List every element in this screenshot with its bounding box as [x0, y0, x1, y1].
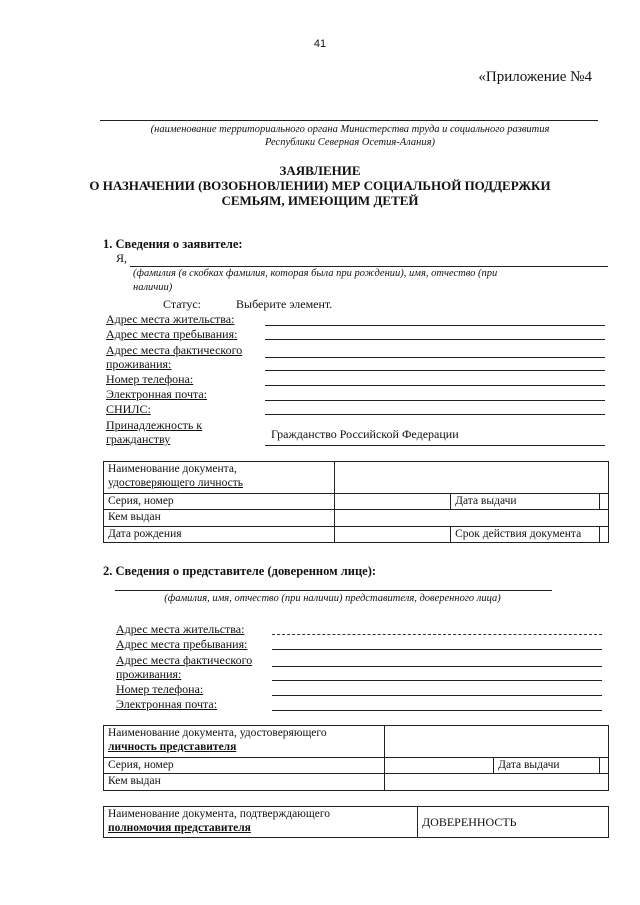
residence-label: Адрес места жительства:	[106, 312, 235, 326]
doc-name-cell: Наименование документа, удостоверяющего личность	[104, 462, 335, 494]
status-select[interactable]: Выберите элемент.	[236, 297, 333, 311]
applicant-ya: Я,	[116, 251, 128, 265]
issue-date-value[interactable]	[600, 494, 609, 510]
rep-stay-field[interactable]	[272, 649, 602, 650]
authority-doc-table	[103, 806, 609, 838]
validity-cell: Срок действия документа	[451, 527, 600, 543]
authority-doc-value[interactable]: ДОВЕРЕННОСТЬ	[418, 807, 609, 838]
rep-issue-date-cell: Дата выдачи	[494, 758, 600, 774]
actual-address-field-2[interactable]	[265, 370, 605, 371]
rep-email-label: Электронная почта:	[116, 697, 218, 711]
rep-stay-label: Адрес места пребывания:	[116, 637, 248, 651]
authority-line[interactable]	[100, 120, 598, 121]
phone-label: Номер телефона:	[106, 372, 194, 386]
applicant-name-caption: (фамилия (в скобках фамилия, которая была при рождении), имя, отчество (при наличии)	[133, 268, 498, 293]
snils-field[interactable]	[265, 414, 605, 415]
rep-residence-field[interactable]	[272, 634, 602, 635]
issue-date-cell: Дата выдачи	[451, 494, 600, 510]
rep-doc-name-cell: Наименование документа, удостоверяющего личность представителя	[104, 726, 385, 758]
stay-field[interactable]	[265, 339, 605, 340]
series-cell: Серия, номер	[104, 494, 335, 510]
appendix-label: «Приложение №4	[478, 69, 592, 85]
authority-doc-name-cell: Наименование документа, подтверждающего полномочия представителя	[104, 807, 418, 838]
email-label: Электронная почта:	[106, 387, 208, 401]
snils-label: СНИЛС:	[106, 402, 151, 416]
representative-name-caption: (фамилия, имя, отчество (при наличии) представителя, доверенного лица)	[164, 593, 501, 604]
validity-value[interactable]	[600, 527, 609, 543]
section1-heading: 1. Сведения о заявителе:	[103, 237, 243, 251]
rep-actual-address-field-2[interactable]	[272, 680, 602, 681]
rep-issued-by-cell: Кем выдан	[104, 774, 385, 791]
rep-series-cell: Серия, номер	[104, 758, 385, 774]
doc-name-value[interactable]	[334, 462, 608, 494]
rep-doc-name-value[interactable]	[385, 726, 609, 758]
citizenship-value[interactable]: Гражданство Российской Федерации	[271, 427, 459, 441]
actual-address-field-1[interactable]	[265, 357, 605, 358]
series-value[interactable]	[334, 494, 451, 510]
rep-phone-label: Номер телефона:	[116, 682, 204, 696]
rep-actual-address-field-1[interactable]	[272, 666, 602, 667]
rep-residence-label: Адрес места жительства:	[116, 622, 245, 636]
issued-by-cell: Кем выдан	[104, 510, 335, 527]
stay-label: Адрес места пребывания:	[106, 327, 238, 341]
rep-series-value[interactable]	[385, 758, 494, 774]
applicant-id-table	[103, 461, 609, 543]
phone-field[interactable]	[265, 385, 605, 386]
birth-date-cell: Дата рождения	[104, 527, 335, 543]
authority-caption: (наименование территориального органа Министерства труда и социального развития Республики Северная Осетия-Алания)	[150, 124, 550, 148]
email-field[interactable]	[265, 400, 605, 401]
issued-by-value[interactable]	[334, 510, 608, 527]
representative-name-line[interactable]	[115, 590, 552, 591]
status-label: Статус:	[163, 297, 201, 311]
document-title: ЗАЯВЛЕНИЕ О НАЗНАЧЕНИИ (ВОЗОБНОВЛЕНИИ) МЕР СОЦИАЛЬНОЙ ПОДДЕРЖКИ СЕМЬЯМ, ИМЕЮЩИМ ДЕТЕЙ	[89, 163, 551, 208]
actual-address-label: Адрес места фактического проживания:	[106, 343, 243, 371]
rep-issue-date-value[interactable]	[600, 758, 609, 774]
birth-date-value[interactable]	[334, 527, 451, 543]
residence-field[interactable]	[265, 325, 605, 326]
representative-id-table	[103, 725, 609, 791]
citizenship-label: Принадлежность к гражданству	[106, 418, 203, 446]
citizenship-field-line	[265, 445, 605, 446]
rep-email-field[interactable]	[272, 710, 602, 711]
rep-actual-address-label: Адрес места фактического проживания:	[116, 653, 253, 681]
rep-phone-field[interactable]	[272, 695, 602, 696]
section2-heading: 2. Сведения о представителе (доверенном лице):	[103, 564, 377, 578]
rep-issued-by-value[interactable]	[385, 774, 609, 791]
page-number: 41	[313, 38, 327, 50]
